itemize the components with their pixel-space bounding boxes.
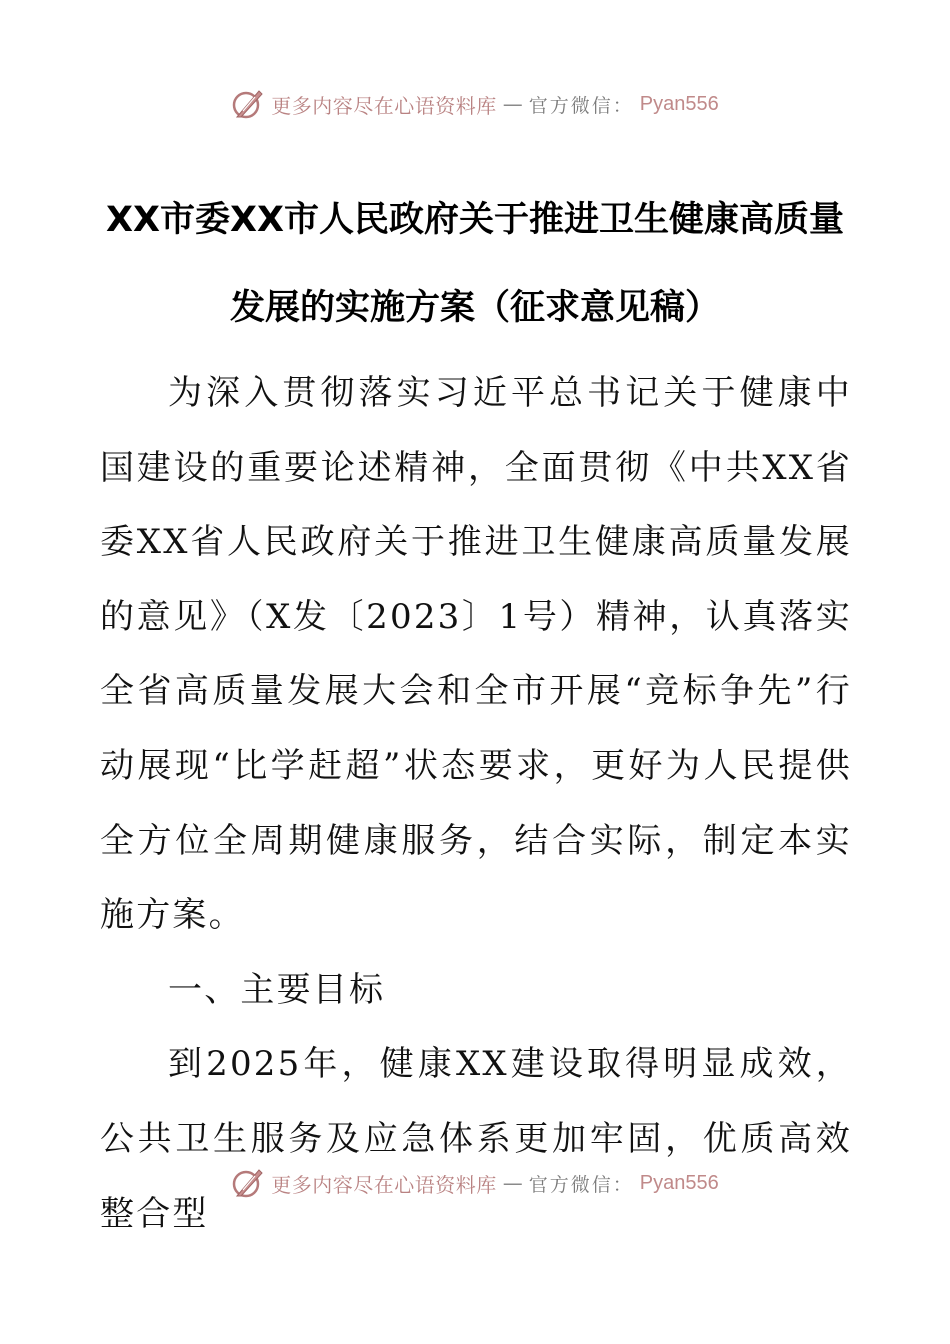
document-title: [90, 176, 860, 352]
quill-logo-icon: [231, 87, 265, 121]
document-body: [100, 356, 852, 1251]
title-line-2: 发展的实施方案（征求意见稿）: [229, 288, 720, 328]
watermark-brand: 更多内容尽在心语资料库: [271, 1172, 497, 1197]
watermark-separator: —: [502, 92, 523, 116]
watermark-brand: 更多内容尽在心语资料库: [271, 93, 497, 118]
intro-paragraph: 为深入贯彻落实习近平总书记关于健康中国建设的重要论述精神，全面贯彻《中共XX省委XX省人民政府关于推进卫生健康高质量发展的意见》（X发〔2023〕1号）精神，认真落实全省高质量发展大会和全市开展“竞标争先”行动展现“比学赶超”状态要求，更好为人民提供全方位全周期健康服务，结合实际，制定本实施方案。: [100, 373, 852, 936]
header-watermark: [0, 84, 950, 124]
watermark-wechat-id: Pyan556: [639, 92, 719, 115]
goal-paragraph: 到2025年，健康XX建设取得明显成效，公共卫生服务及应急体系更加牢固，优质高效整合型: [100, 1044, 852, 1234]
watermark-channel: 官方微信：: [528, 1173, 634, 1196]
footer-watermark: [0, 1163, 950, 1203]
title-line-1: XX市委XX市人民政府关于推进卫生健康高质量: [106, 200, 844, 240]
watermark-separator: —: [502, 1171, 523, 1195]
watermark-wechat-id: Pyan556: [639, 1171, 719, 1194]
section-heading: 一、主要目标: [168, 969, 386, 1010]
quill-logo-icon: [231, 1166, 265, 1200]
watermark-channel: 官方微信：: [528, 94, 634, 117]
